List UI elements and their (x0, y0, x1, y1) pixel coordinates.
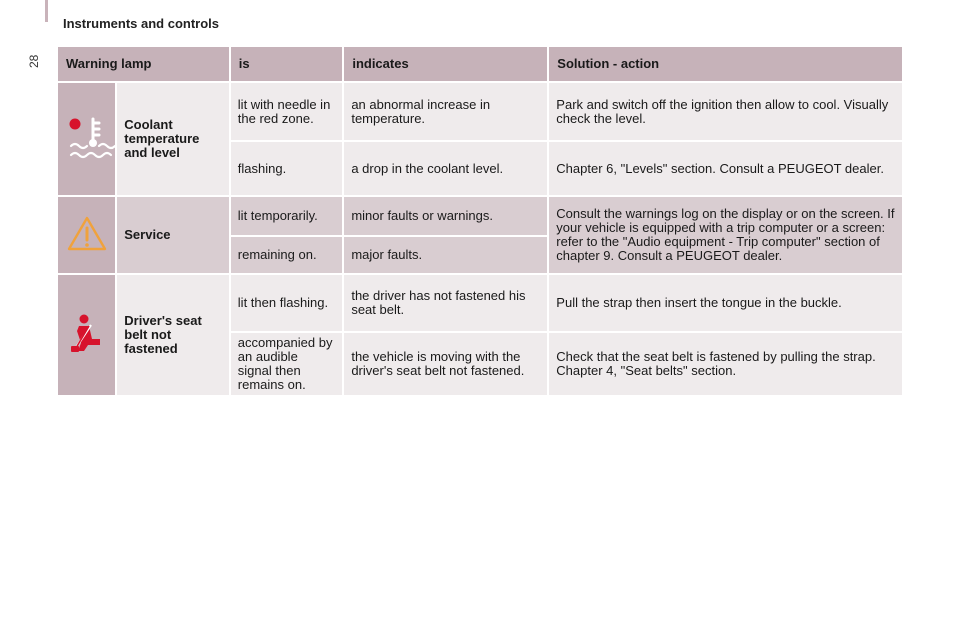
cell-is: lit temporarily. (231, 197, 343, 235)
cell-action: Chapter 6, "Levels" section. Consult a PEUGEOT dealer. (549, 142, 902, 195)
service-warning-triangle-icon (66, 215, 108, 256)
cell-is: lit with needle in the red zone. (231, 83, 343, 140)
cell-indicates: major faults. (344, 237, 547, 273)
table-row (58, 275, 902, 331)
lamp-name-coolant: Coolant temperature and level (117, 83, 229, 195)
cell-is: accompanied by an audible signal then remains on. (231, 333, 343, 395)
column-header-warning-lamp: Warning lamp (58, 47, 229, 81)
service-icon-cell (58, 197, 115, 273)
cell-indicates: the driver has not fastened his seat belt. (344, 275, 547, 331)
cell-action: Check that the seat belt is fastened by pulling the strap. Chapter 4, "Seat belts" section. (549, 333, 902, 395)
seat-belt-icon (67, 313, 107, 358)
cell-indicates: a drop in the coolant level. (344, 142, 547, 195)
coolant-icon-cell (58, 83, 115, 195)
coolant-temperature-icon (65, 113, 115, 166)
cell-indicates: the vehicle is moving with the driver's seat belt not fastened. (344, 333, 547, 395)
lamp-name-service: Service (117, 197, 229, 273)
margin-rule (45, 0, 48, 22)
cell-action: Pull the strap then insert the tongue in the buckle. (549, 275, 902, 331)
seat-belt-icon-cell (58, 275, 115, 395)
cell-is: flashing. (231, 142, 343, 195)
section-title: Instruments and controls (63, 16, 220, 31)
cell-action: Park and switch off the ignition then allow to cool. Visually check the level. (549, 83, 902, 140)
column-header-is: is (231, 47, 343, 81)
table-row (58, 83, 902, 140)
table-row (58, 197, 902, 235)
cell-indicates: minor faults or warnings. (344, 197, 547, 235)
warning-lamp-table (56, 45, 904, 397)
cell-is: remaining on. (231, 237, 343, 273)
table-header-row (58, 47, 902, 81)
column-header-solution: Solution - action (549, 47, 902, 81)
page-number: 28 (27, 54, 41, 68)
lamp-name-seat-belt: Driver's seat belt not fastened (117, 275, 229, 395)
cell-action: Consult the warnings log on the display or on the screen. If your vehicle is equipped with a trip computer or a screen: refer to the "Audio equipment - Trip computer" section of chapter 9. Consult a PEUGEOT dealer. (549, 197, 902, 273)
column-header-indicates: indicates (344, 47, 547, 81)
cell-is: lit then flashing. (231, 275, 343, 331)
cell-indicates: an abnormal increase in temperature. (344, 83, 547, 140)
